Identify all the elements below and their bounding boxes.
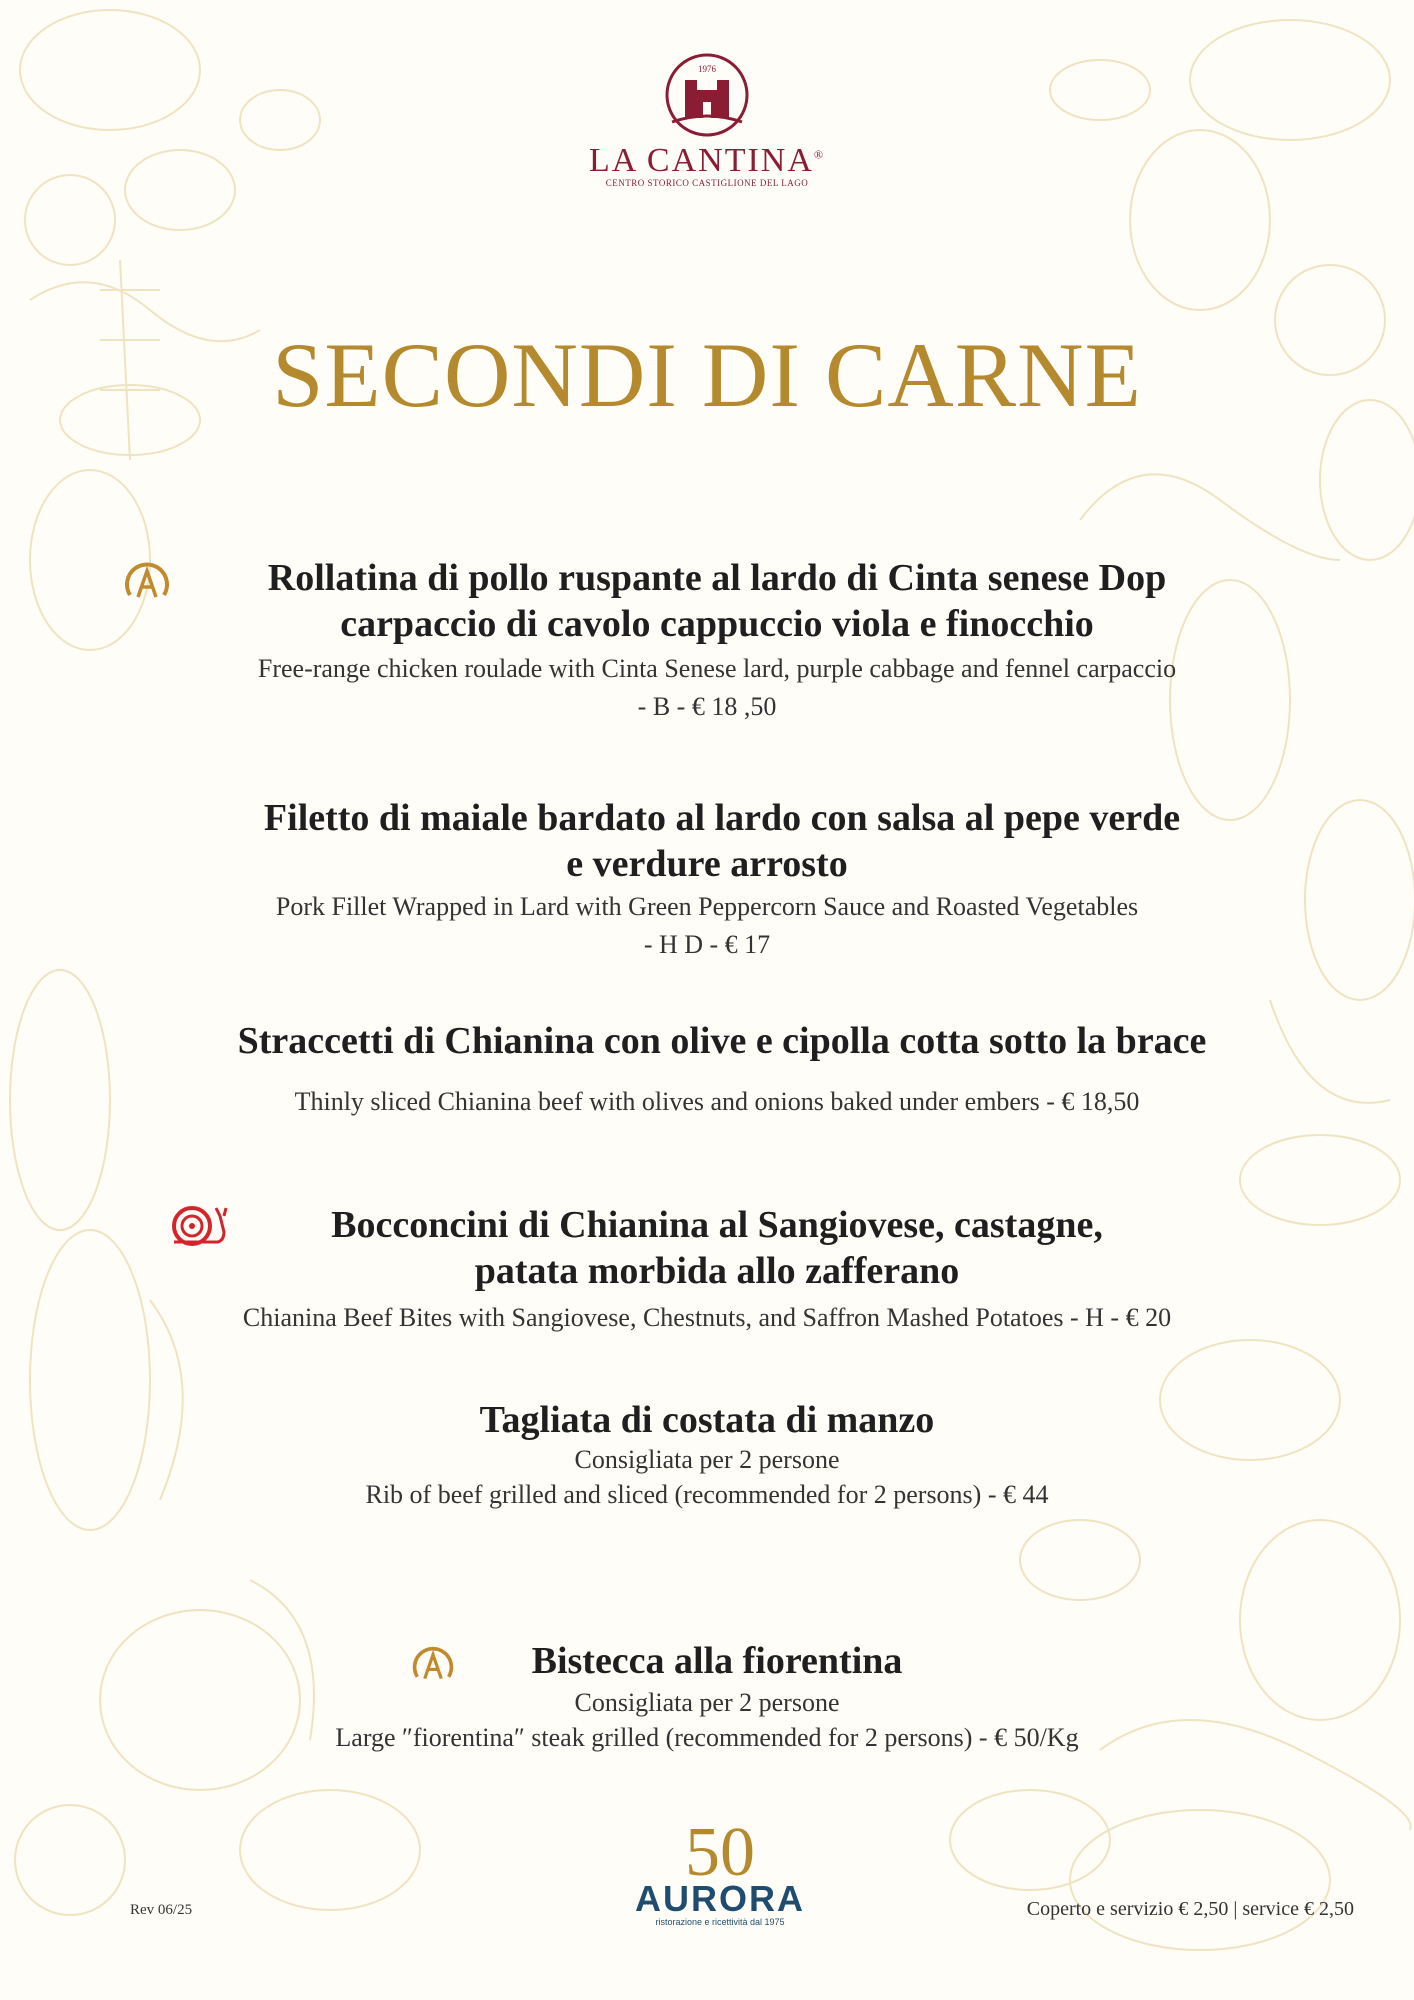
dish-rollatina <box>0 555 1414 727</box>
dish-name-line2: e verdure arrosto <box>566 843 848 885</box>
dish-subtitle: Consigliata per 2 persone <box>574 1445 840 1474</box>
dish-subtitle: Consigliata per 2 persone <box>574 1688 840 1717</box>
dish-description: Free-range chicken roulade with Cinta Senese lard, purple cabbage and fennel carpaccio <box>257 654 1177 683</box>
dish-straccetti <box>0 1018 1414 1120</box>
aurora-name: AURORA <box>635 1878 805 1919</box>
dish-name-line1: Bistecca alla fiorentina <box>531 1640 903 1682</box>
logo-subtitle: CENTRO STORICO CASTIGLIONE DEL LAGO <box>605 178 809 188</box>
logo-registered-mark: ® <box>813 147 826 162</box>
dish-description: Large ″fiorentina″ steak grilled (recommended for 2 persons) - € 50/Kg <box>335 1723 1079 1752</box>
logo-name-line <box>557 142 857 180</box>
dish-name-line1: Filetto di maiale bardato al lardo con salsa al pepe verde <box>263 797 1181 839</box>
dish-name-line1: Straccetti di Chianina con olive e cipolla cotta sotto la brace <box>237 1020 1207 1062</box>
cover-charge-note: Coperto e servizio € 2,50 | service € 2,50 <box>1026 1898 1354 1920</box>
castle-badge-icon <box>657 50 757 140</box>
dish-price: - B - € 18 ,50 <box>637 692 777 721</box>
aurora-tagline: ristorazione e ricettività dal 1975 <box>655 1917 785 1927</box>
dish-name-line1: Bocconcini di Chianina al Sangiovese, castagne, <box>331 1204 1103 1246</box>
aurora-number: 50 <box>685 1814 755 1891</box>
dish-description: Chianina Beef Bites with Sangiovese, Chestnuts, and Saffron Mashed Potatoes - H - € 20 <box>242 1303 1172 1332</box>
revision-label: Rev 06/25 <box>130 1902 193 1918</box>
la-cantina-logo <box>557 50 857 188</box>
dish-bocconcini <box>0 1202 1414 1336</box>
logo-year: 1976 <box>698 64 716 74</box>
dish-description: Pork Fillet Wrapped in Lard with Green Peppercorn Sauce and Roasted Vegetables <box>275 892 1139 921</box>
dish-price: - H D - € 17 <box>643 930 771 959</box>
dish-tagliata <box>0 1397 1414 1513</box>
dish-description: Thinly sliced Chianina beef with olives and onions baked under embers - € 18,50 <box>294 1087 1140 1116</box>
dish-description: Rib of beef grilled and sliced (recommended for 2 persons) - € 44 <box>365 1480 1049 1509</box>
dish-name-line1: Tagliata di costata di manzo <box>479 1399 935 1441</box>
dish-bistecca <box>0 1638 1414 1756</box>
aurora-logo <box>630 1814 810 1927</box>
dish-name-line2: patata morbida allo zafferano <box>474 1250 960 1292</box>
dish-name-line2: carpaccio di cavolo cappuccio viola e finocchio <box>340 603 1094 645</box>
aurora-50-mark <box>630 1814 810 1891</box>
page-title: SECONDI DI CARNE <box>272 324 1142 426</box>
logo-name: LA CANTINA <box>588 142 814 179</box>
dish-filetto <box>0 795 1414 965</box>
dish-name-line1: Rollatina di pollo ruspante al lardo di Cinta senese Dop <box>267 557 1167 599</box>
